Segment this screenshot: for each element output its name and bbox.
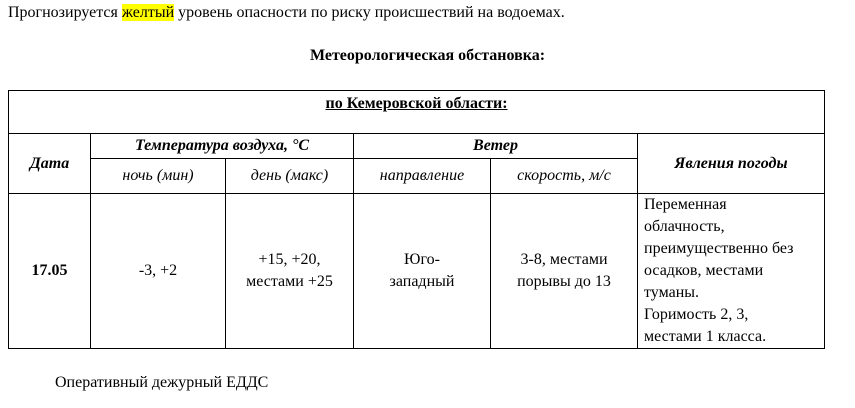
day-temp-cell [226, 194, 354, 349]
day-temp-line: +15, +20, [258, 251, 321, 268]
wind-direction-line: западный [389, 273, 455, 290]
temperature-header [91, 134, 354, 159]
intro-prefix: Прогнозируется [8, 4, 122, 21]
date-header: Дата [9, 134, 91, 194]
date-cell: 17.05 [9, 194, 91, 349]
region-title: по Кемеровской области: [325, 95, 508, 112]
wind-speed-line: 3-8, местами [520, 251, 608, 268]
wind-speed-cell [491, 194, 638, 349]
direction-header: направление [354, 159, 491, 194]
phenomena-header: Явления погоды [638, 134, 825, 194]
phenomena-line: преимущественно без [644, 240, 794, 257]
danger-level-highlight: желтый [121, 4, 175, 21]
footer-signature: Оперативный дежурный ЕДДС [55, 374, 269, 391]
phenomena-line: местами 1 класса. [644, 328, 767, 345]
intro-suffix: уровень опасности по риску происшествий на водоемах. [174, 4, 565, 21]
intro-text [8, 4, 565, 22]
phenomena-line: Переменная [644, 196, 727, 213]
wind-speed-line: порывы до 13 [517, 273, 611, 290]
wind-direction-line: Юго- [404, 251, 440, 268]
phenomena-line: туманы. [644, 284, 699, 301]
section-title: Метеорологическая обстановка: [309, 47, 546, 64]
region-header [9, 91, 825, 134]
temperature-header-label: Температура воздуха, °С [134, 137, 310, 154]
phenomena-line: Горимость 2, 3, [644, 306, 749, 323]
phenomena-line: осадков, местами [644, 262, 764, 279]
speed-header: скорость, м/с [491, 159, 638, 194]
phenomena-cell [638, 194, 825, 349]
phenomena-line: облачность, [644, 218, 725, 235]
wind-header: Ветер [354, 134, 638, 159]
weather-table [8, 90, 825, 349]
day-header: день (макс) [226, 159, 354, 194]
night-temp-cell: -3, +2 [91, 194, 226, 349]
wind-direction-cell [354, 194, 491, 349]
night-header: ночь (мин) [91, 159, 226, 194]
day-temp-line: местами +25 [246, 273, 333, 290]
